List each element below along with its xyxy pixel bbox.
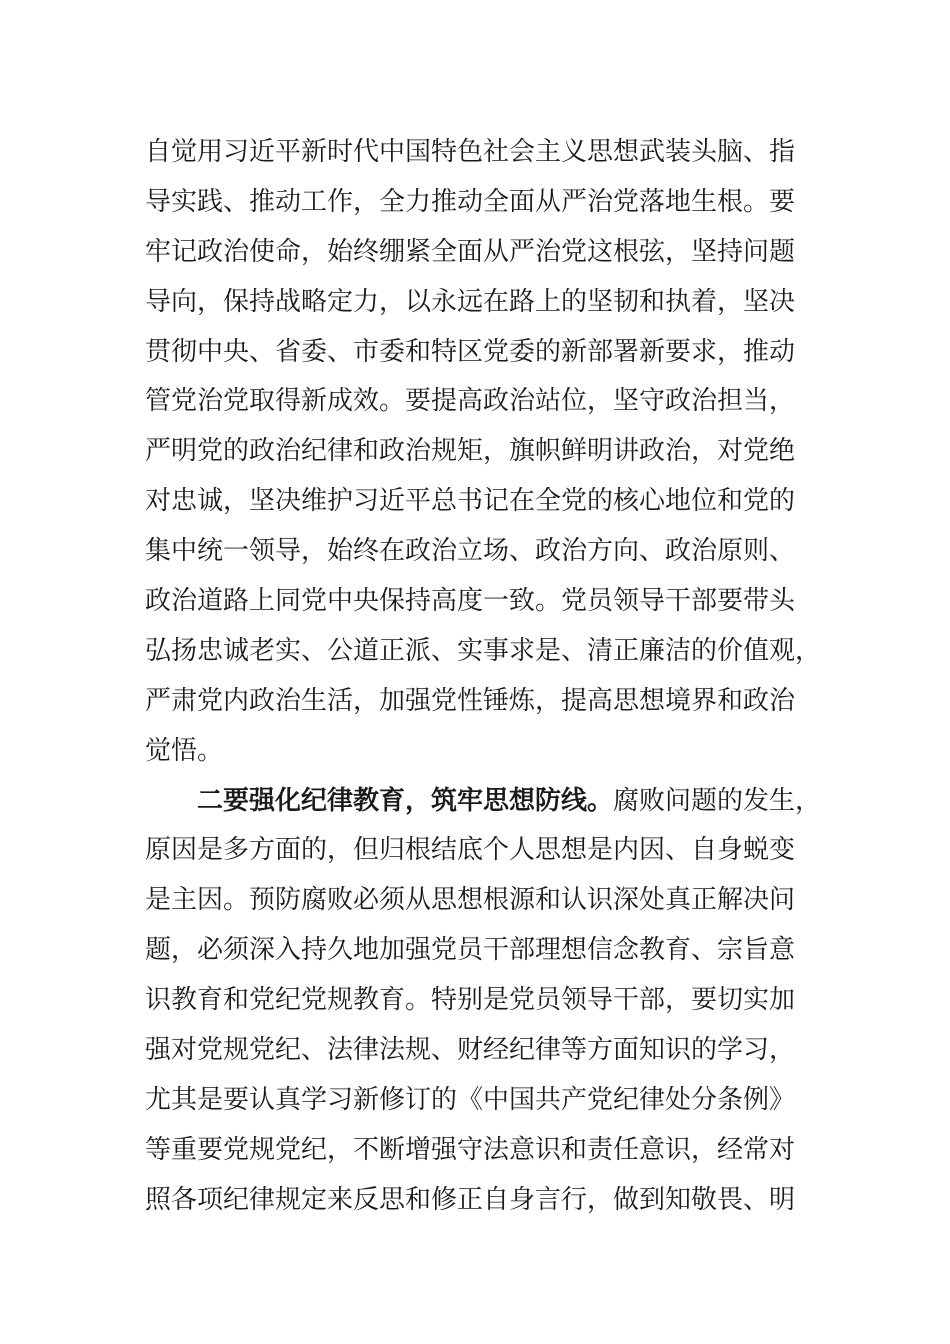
text-line: 照各项纪律规定来反思和修正自身言行，做到知敬畏、明: [145, 1184, 796, 1215]
text-line-first: [145, 777, 822, 827]
text-line: 题，必须深入持久地加强党员干部理想信念教育、宗旨意: [145, 935, 796, 966]
text-line: 识教育和党纪党规教育。特别是党员领导干部，要切实加: [145, 985, 796, 1016]
text-line: 弘扬忠诚老实、公道正派、实事求是、清正廉洁的价值观，: [145, 635, 822, 666]
text-line: 牢记政治使命，始终绷紧全面从严治党这根弦，坚持问题: [145, 236, 796, 267]
text-line: 等重要党规党纪，不断增强守法意识和责任意识，经常对: [145, 1134, 796, 1165]
text-line: 自觉用习近平新时代中国特色社会主义思想武装头脑、指: [145, 137, 796, 167]
heading-continuation: 腐败问题的发生，: [613, 785, 822, 816]
text-line: 导实践、推动工作，全力推动全面从严治党落地生根。要: [145, 186, 796, 217]
text-line: 导向，保持战略定力，以永远在路上的坚韧和执着，坚决: [145, 286, 796, 317]
text-line: 对忠诚，坚决维护习近平总书记在全党的核心地位和党的: [145, 486, 796, 517]
text-line: 管党治党取得新成效。要提高政治站位，坚守政治担当，: [145, 386, 796, 417]
text-line: 严明党的政治纪律和政治规矩，旗帜鲜明讲政治，对党绝: [145, 436, 796, 467]
text-line: 强对党规党纪、法律法规、财经纪律等方面知识的学习，: [145, 1035, 796, 1066]
paragraph-1: [145, 128, 822, 777]
text-line: 严肃党内政治生活，加强党性锤炼，提高思想境界和政治: [145, 685, 796, 716]
text-line: 集中统一领导，始终在政治立场、政治方向、政治原则、: [145, 536, 796, 567]
document-body: [145, 128, 822, 1226]
paragraph-2: [145, 777, 822, 1226]
text-line: 原因是多方面的，但归根结底个人思想是内因、自身蜕变: [145, 835, 796, 866]
text-line: 尤其是要认真学习新修订的《中国共产党纪律处分条例》: [145, 1084, 796, 1115]
text-line: 是主因。预防腐败必须从思想根源和认识深处真正解决问: [145, 885, 796, 916]
paragraph-heading: 二要强化纪律教育，筑牢思想防线。: [197, 785, 614, 816]
text-line: 贯彻中央、省委、市委和特区党委的新部署新要求，推动: [145, 336, 796, 367]
text-line: 政治道路上同党中央保持高度一致。党员领导干部要带头: [145, 586, 796, 617]
text-line: 觉悟。: [145, 735, 224, 766]
